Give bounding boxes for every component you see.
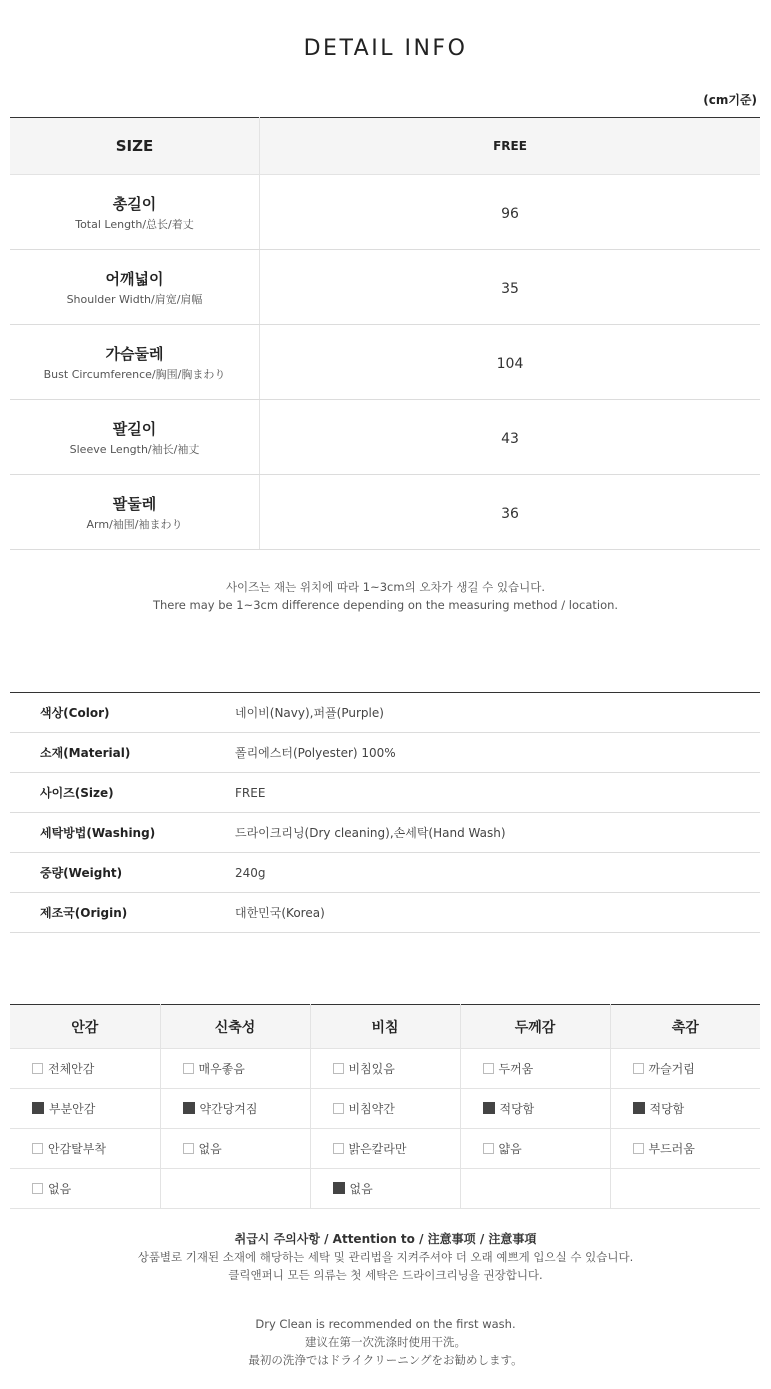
unchecked-box-icon [32,1183,43,1194]
size-row-label [10,400,260,475]
fabric-cell [310,1049,460,1089]
size-table [10,117,760,550]
unchecked-box-icon [32,1063,43,1074]
size-row-en: Total Length/总长/着丈 [75,217,194,231]
fabric-option-label: 전체안감 [48,1062,95,1076]
size-row-kr: 팔둘레 [112,494,157,513]
info-row [10,813,760,853]
size-row-en: Arm/袖围/袖まわり [86,517,183,531]
size-row-kr: 팔길이 [112,419,157,438]
info-row [10,773,760,813]
size-row-en: Bust Circumference/胸围/胸まわり [43,367,226,381]
size-row-en: Sleeve Length/袖长/袖丈 [69,442,200,456]
unchecked-box-icon [333,1063,344,1074]
fabric-option-label: 없음 [198,1142,222,1156]
care-line-ja: 最初の洗浄ではドライクリーニングをお勧めします。 [248,1353,523,1367]
product-info-table [10,692,760,933]
unchecked-box-icon [633,1063,644,1074]
fabric-cell [160,1129,310,1169]
fabric-header: 촉감 [610,1005,760,1049]
fabric-row [10,1169,760,1209]
info-value: 폴리에스터(Polyester) 100% [235,733,760,773]
info-value: FREE [235,773,760,813]
fabric-row [10,1049,760,1089]
care-line: 상품별로 기재된 소재에 해당하는 세탁 및 관리법을 지켜주셔야 더 오래 예쁘게 입으실 수 있습니다. [137,1250,634,1264]
unchecked-box-icon [32,1143,43,1154]
size-row-kr: 가슴둘레 [105,344,164,363]
fabric-option-label: 약간당겨짐 [199,1102,258,1116]
size-row-value-cell [260,475,761,550]
fabric-option-label: 얇음 [498,1142,522,1156]
care-line-en: Dry Clean is recommended on the first wash. [255,1317,516,1331]
unchecked-box-icon [633,1143,644,1154]
info-value: 240g [235,853,760,893]
care-line: 클릭앤퍼니 모든 의류는 첫 세탁은 드라이크리닝을 권장합니다. [228,1268,543,1282]
fabric-cell [460,1129,610,1169]
fabric-cell [310,1129,460,1169]
size-row [10,475,760,550]
unchecked-box-icon [483,1063,494,1074]
fabric-option-label: 부분안감 [49,1102,96,1116]
unchecked-box-icon [183,1063,194,1074]
fabric-cell [610,1049,760,1089]
size-note [0,578,771,614]
fabric-cell [10,1169,160,1209]
unchecked-box-icon [333,1143,344,1154]
size-row-label [10,325,260,400]
checked-box-icon [32,1102,44,1114]
size-row-label [10,475,260,550]
fabric-header: 비침 [310,1005,460,1049]
size-row-value-cell [260,175,761,250]
size-row-value-cell [260,400,761,475]
size-row-value: 35 [501,280,519,297]
size-row-value: 96 [501,205,519,222]
checked-box-icon [333,1182,345,1194]
info-row [10,853,760,893]
fabric-cell [310,1089,460,1129]
fabric-header: 두께감 [460,1005,610,1049]
size-row-value-cell [260,250,761,325]
size-row-kr: 어깨넓이 [105,269,164,288]
fabric-option-label: 두꺼움 [498,1062,534,1076]
size-row-en: Shoulder Width/肩宽/肩幅 [66,292,203,306]
info-key: 중량(Weight) [10,853,235,893]
fabric-row [10,1089,760,1129]
fabric-cell [460,1049,610,1089]
unit-label: (cm기준) [703,93,757,107]
fabric-option-label: 없음 [48,1182,72,1196]
size-row [10,400,760,475]
fabric-header: 신축성 [160,1005,310,1049]
fabric-cell [610,1089,760,1129]
unchecked-box-icon [333,1103,344,1114]
checked-box-icon [183,1102,195,1114]
info-value: 드라이크리닝(Dry cleaning),손세탁(Hand Wash) [235,813,760,853]
fabric-table [10,1004,760,1209]
checked-box-icon [633,1102,645,1114]
fabric-option-label: 적당함 [499,1102,535,1116]
size-header-free: FREE [260,118,761,175]
fabric-option-label: 까슬거림 [648,1062,695,1076]
fabric-option-label: 비침있음 [348,1062,395,1076]
care-heading: 취급시 주의사항 / Attention to / 注意事项 / 注意事項 [234,1232,537,1246]
fabric-cell [160,1049,310,1089]
info-key: 소재(Material) [10,733,235,773]
size-row [10,175,760,250]
size-header-label: SIZE [10,118,260,175]
fabric-option-label: 없음 [349,1182,373,1196]
size-row-value: 43 [501,430,519,447]
unchecked-box-icon [483,1143,494,1154]
fabric-option-label: 적당함 [649,1102,685,1116]
size-row-kr: 총길이 [112,194,157,213]
info-row [10,893,760,933]
size-row [10,325,760,400]
size-row-value: 104 [496,355,524,372]
fabric-cell [10,1129,160,1169]
size-row-value: 36 [501,505,519,522]
checked-box-icon [483,1102,495,1114]
care-notice-multilang [0,1315,771,1369]
fabric-cell [10,1049,160,1089]
fabric-cell [10,1089,160,1129]
size-note-kr: 사이즈는 재는 위치에 따라 1~3cm의 오차가 생길 수 있습니다. [225,580,546,594]
size-table-header [10,118,760,175]
fabric-option-label: 매우좋음 [198,1062,245,1076]
size-row [10,250,760,325]
fabric-cell [160,1169,310,1209]
size-row-label [10,250,260,325]
page-title: DETAIL INFO [303,36,468,61]
unchecked-box-icon [183,1143,194,1154]
care-notice [0,1230,771,1284]
info-row [10,693,760,733]
fabric-cell [610,1169,760,1209]
fabric-cell [460,1169,610,1209]
fabric-cell [460,1089,610,1129]
info-row [10,733,760,773]
fabric-table-header [10,1005,760,1049]
info-value: 대한민국(Korea) [235,893,760,933]
fabric-cell [610,1129,760,1169]
fabric-row [10,1129,760,1169]
fabric-option-label: 밝은칼라만 [348,1142,407,1156]
fabric-cell [160,1089,310,1129]
fabric-cell [310,1169,460,1209]
info-key: 세탁방법(Washing) [10,813,235,853]
fabric-option-label: 비침약간 [348,1102,395,1116]
size-row-label [10,175,260,250]
info-key: 사이즈(Size) [10,773,235,813]
info-key: 제조국(Origin) [10,893,235,933]
info-value: 네이비(Navy),퍼플(Purple) [235,693,760,733]
fabric-option-label: 부드러움 [648,1142,695,1156]
size-row-value-cell [260,325,761,400]
size-note-en: There may be 1~3cm difference depending on the measuring method / location. [152,598,619,612]
fabric-header: 안감 [10,1005,160,1049]
info-key: 색상(Color) [10,693,235,733]
care-line-zh: 建议在第一次洗涤时使用干洗。 [305,1335,466,1349]
fabric-option-label: 안감탈부착 [48,1142,106,1156]
